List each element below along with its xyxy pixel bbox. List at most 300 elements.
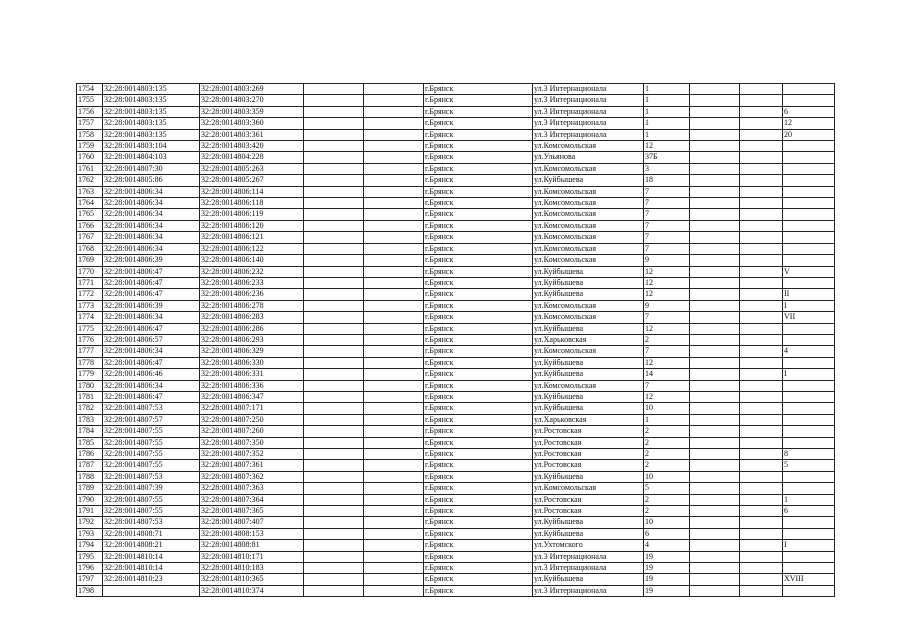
street-cell: ул.Комсомольская	[533, 255, 644, 266]
street-cell: ул.3 Интернационала	[533, 551, 644, 562]
city-cell: г.Брянск	[424, 551, 533, 562]
table-body	[77, 84, 835, 597]
row-number: 1779	[77, 369, 103, 380]
premises-number-cell	[783, 528, 835, 539]
city-cell: г.Брянск	[424, 563, 533, 574]
empty-cell-d	[740, 220, 783, 231]
city-cell: г.Брянск	[424, 152, 533, 163]
row-number: 1798	[77, 585, 103, 596]
empty-cell-d	[740, 574, 783, 585]
house-number-cell: 9	[644, 255, 690, 266]
cadastral-number: 32:28:0014806:121	[200, 232, 304, 243]
parent-cadastral-number: 32:28:0014806:34	[103, 346, 200, 357]
cadastral-number: 32:28:0014806:236	[200, 289, 304, 300]
parent-cadastral-number: 32:28:0014807:53	[103, 403, 200, 414]
row-number: 1787	[77, 460, 103, 471]
empty-cell-c	[690, 437, 740, 448]
table-row	[77, 163, 835, 174]
empty-cell-a	[304, 266, 364, 277]
empty-cell-b	[364, 141, 424, 152]
parent-cadastral-number: 32:28:0014806:46	[103, 369, 200, 380]
row-number: 1773	[77, 300, 103, 311]
row-number: 1792	[77, 517, 103, 528]
premises-number-cell	[783, 243, 835, 254]
row-number: 1790	[77, 494, 103, 505]
parent-cadastral-number: 32:28:0014806:47	[103, 357, 200, 368]
table-row	[77, 323, 835, 334]
empty-cell-d	[740, 255, 783, 266]
empty-cell-d	[740, 129, 783, 140]
row-number: 1755	[77, 95, 103, 106]
premises-number-cell	[783, 175, 835, 186]
city-cell: г.Брянск	[424, 403, 533, 414]
empty-cell-d	[740, 289, 783, 300]
street-cell: ул.3 Интернационала	[533, 106, 644, 117]
parent-cadastral-number: 32:28:0014803:135	[103, 118, 200, 129]
empty-cell-b	[364, 528, 424, 539]
empty-cell-c	[690, 323, 740, 334]
empty-cell-b	[364, 403, 424, 414]
empty-cell-a	[304, 129, 364, 140]
empty-cell-a	[304, 232, 364, 243]
empty-cell-c	[690, 585, 740, 596]
city-cell: г.Брянск	[424, 506, 533, 517]
parent-cadastral-number: 32:28:0014806:47	[103, 323, 200, 334]
empty-cell-d	[740, 585, 783, 596]
table-row	[77, 380, 835, 391]
city-cell: г.Брянск	[424, 300, 533, 311]
table-row	[77, 95, 835, 106]
empty-cell-d	[740, 380, 783, 391]
table-row	[77, 563, 835, 574]
empty-cell-d	[740, 186, 783, 197]
empty-cell-c	[690, 198, 740, 209]
empty-cell-a	[304, 141, 364, 152]
empty-cell-a	[304, 494, 364, 505]
empty-cell-a	[304, 289, 364, 300]
parent-cadastral-number: 32:28:0014806:39	[103, 300, 200, 311]
cadastral-number: 32:28:0014806:232	[200, 266, 304, 277]
empty-cell-b	[364, 437, 424, 448]
empty-cell-d	[740, 243, 783, 254]
cadastral-number: 32:28:0014807:260	[200, 426, 304, 437]
cadastral-number: 32:28:0014806:329	[200, 346, 304, 357]
empty-cell-c	[690, 255, 740, 266]
cadastral-number: 32:28:0014806:286	[200, 323, 304, 334]
cadastral-number: 32:28:0014808:81	[200, 540, 304, 551]
parent-cadastral-number: 32:28:0014807:55	[103, 494, 200, 505]
empty-cell-d	[740, 152, 783, 163]
parent-cadastral-number: 32:28:0014806:47	[103, 391, 200, 402]
empty-cell-c	[690, 528, 740, 539]
row-number: 1776	[77, 334, 103, 345]
house-number-cell: 2	[644, 506, 690, 517]
street-cell: ул.Ростовская	[533, 460, 644, 471]
empty-cell-b	[364, 391, 424, 402]
city-cell: г.Брянск	[424, 129, 533, 140]
empty-cell-d	[740, 369, 783, 380]
empty-cell-b	[364, 118, 424, 129]
empty-cell-c	[690, 129, 740, 140]
house-number-cell: 7	[644, 220, 690, 231]
row-number: 1774	[77, 312, 103, 323]
premises-number-cell	[783, 483, 835, 494]
street-cell: ул.Комсомольская	[533, 163, 644, 174]
empty-cell-d	[740, 414, 783, 425]
empty-cell-a	[304, 460, 364, 471]
table-row	[77, 540, 835, 551]
empty-cell-c	[690, 266, 740, 277]
row-number: 1794	[77, 540, 103, 551]
empty-cell-d	[740, 277, 783, 288]
empty-cell-b	[364, 163, 424, 174]
cadastral-number: 32:28:0014806:119	[200, 209, 304, 220]
row-number: 1793	[77, 528, 103, 539]
house-number-cell: 12	[644, 289, 690, 300]
empty-cell-a	[304, 369, 364, 380]
empty-cell-b	[364, 255, 424, 266]
premises-number-cell: 6	[783, 106, 835, 117]
parent-cadastral-number: 32:28:0014807:53	[103, 471, 200, 482]
empty-cell-b	[364, 232, 424, 243]
empty-cell-b	[364, 551, 424, 562]
empty-cell-c	[690, 391, 740, 402]
premises-number-cell: VII	[783, 312, 835, 323]
table-row	[77, 483, 835, 494]
empty-cell-a	[304, 175, 364, 186]
empty-cell-d	[740, 540, 783, 551]
empty-cell-a	[304, 528, 364, 539]
city-cell: г.Брянск	[424, 163, 533, 174]
table-row	[77, 289, 835, 300]
parent-cadastral-number	[103, 585, 200, 596]
city-cell: г.Брянск	[424, 106, 533, 117]
street-cell: ул.Ухтомского	[533, 540, 644, 551]
parent-cadastral-number: 32:28:0014808:21	[103, 540, 200, 551]
city-cell: г.Брянск	[424, 255, 533, 266]
street-cell: ул.Комсомольская	[533, 300, 644, 311]
empty-cell-d	[740, 517, 783, 528]
empty-cell-c	[690, 152, 740, 163]
house-number-cell: 2	[644, 494, 690, 505]
row-number: 1762	[77, 175, 103, 186]
empty-cell-c	[690, 471, 740, 482]
premises-number-cell: 20	[783, 129, 835, 140]
cadastral-number: 32:28:0014807:364	[200, 494, 304, 505]
parent-cadastral-number: 32:28:0014806:34	[103, 209, 200, 220]
cadastral-number: 32:28:0014803:361	[200, 129, 304, 140]
parent-cadastral-number: 32:28:0014806:47	[103, 277, 200, 288]
empty-cell-b	[364, 323, 424, 334]
table-row	[77, 209, 835, 220]
house-number-cell: 19	[644, 585, 690, 596]
cadastral-number: 32:28:0014803:269	[200, 84, 304, 95]
table-row	[77, 357, 835, 368]
empty-cell-d	[740, 563, 783, 574]
street-cell: ул.Комсомольская	[533, 346, 644, 357]
premises-number-cell	[783, 277, 835, 288]
premises-number-cell: II	[783, 289, 835, 300]
city-cell: г.Брянск	[424, 369, 533, 380]
empty-cell-a	[304, 585, 364, 596]
table-row	[77, 517, 835, 528]
table-row	[77, 84, 835, 95]
street-cell: ул.Ростовская	[533, 437, 644, 448]
street-cell: ул.Ростовская	[533, 449, 644, 460]
parent-cadastral-number: 32:28:0014807:39	[103, 483, 200, 494]
row-number: 1786	[77, 449, 103, 460]
house-number-cell: 2	[644, 334, 690, 345]
parent-cadastral-number: 32:28:0014806:34	[103, 380, 200, 391]
row-number: 1764	[77, 198, 103, 209]
empty-cell-c	[690, 346, 740, 357]
empty-cell-b	[364, 266, 424, 277]
cadastral-table	[76, 83, 835, 597]
empty-cell-b	[364, 300, 424, 311]
street-cell: ул.Ростовская	[533, 426, 644, 437]
empty-cell-a	[304, 163, 364, 174]
empty-cell-b	[364, 198, 424, 209]
city-cell: г.Брянск	[424, 585, 533, 596]
empty-cell-d	[740, 528, 783, 539]
empty-cell-a	[304, 186, 364, 197]
premises-number-cell: 4	[783, 346, 835, 357]
row-number: 1777	[77, 346, 103, 357]
premises-number-cell: 12	[783, 118, 835, 129]
empty-cell-d	[740, 334, 783, 345]
table-row	[77, 232, 835, 243]
empty-cell-d	[740, 118, 783, 129]
street-cell: ул.Куйбышева	[533, 175, 644, 186]
empty-cell-a	[304, 243, 364, 254]
city-cell: г.Брянск	[424, 426, 533, 437]
row-number: 1770	[77, 266, 103, 277]
empty-cell-c	[690, 84, 740, 95]
street-cell: ул.3 Интернационала	[533, 95, 644, 106]
street-cell: ул.3 Интернационала	[533, 129, 644, 140]
house-number-cell: 19	[644, 574, 690, 585]
street-cell: ул.Комсомольская	[533, 198, 644, 209]
empty-cell-d	[740, 506, 783, 517]
table-row	[77, 494, 835, 505]
city-cell: г.Брянск	[424, 277, 533, 288]
parent-cadastral-number: 32:28:0014805:86	[103, 175, 200, 186]
table-row	[77, 198, 835, 209]
empty-cell-c	[690, 414, 740, 425]
street-cell: ул.Комсомольская	[533, 312, 644, 323]
table-row	[77, 471, 835, 482]
row-number: 1775	[77, 323, 103, 334]
street-cell: ул.Куйбышева	[533, 266, 644, 277]
city-cell: г.Брянск	[424, 391, 533, 402]
empty-cell-a	[304, 517, 364, 528]
empty-cell-b	[364, 506, 424, 517]
house-number-cell: 10	[644, 471, 690, 482]
cadastral-number: 32:28:0014807:362	[200, 471, 304, 482]
parent-cadastral-number: 32:28:0014803:135	[103, 84, 200, 95]
cadastral-number: 32:28:0014803:420	[200, 141, 304, 152]
cadastral-number: 32:28:0014806:331	[200, 369, 304, 380]
empty-cell-a	[304, 84, 364, 95]
premises-number-cell	[783, 585, 835, 596]
empty-cell-c	[690, 232, 740, 243]
parent-cadastral-number: 32:28:0014807:55	[103, 437, 200, 448]
street-cell: ул.Куйбышева	[533, 403, 644, 414]
cadastral-number: 32:28:0014806:140	[200, 255, 304, 266]
city-cell: г.Брянск	[424, 175, 533, 186]
table-row	[77, 346, 835, 357]
row-number: 1797	[77, 574, 103, 585]
street-cell: ул.Куйбышева	[533, 369, 644, 380]
row-number: 1759	[77, 141, 103, 152]
parent-cadastral-number: 32:28:0014807:53	[103, 517, 200, 528]
empty-cell-b	[364, 414, 424, 425]
parent-cadastral-number: 32:28:0014807:57	[103, 414, 200, 425]
city-cell: г.Брянск	[424, 540, 533, 551]
street-cell: ул.Куйбышева	[533, 357, 644, 368]
cadastral-number: 32:28:0014806:122	[200, 243, 304, 254]
empty-cell-a	[304, 95, 364, 106]
premises-number-cell	[783, 209, 835, 220]
empty-cell-d	[740, 209, 783, 220]
city-cell: г.Брянск	[424, 95, 533, 106]
parent-cadastral-number: 32:28:0014806:34	[103, 312, 200, 323]
street-cell: ул.Харьковская	[533, 334, 644, 345]
city-cell: г.Брянск	[424, 209, 533, 220]
empty-cell-c	[690, 563, 740, 574]
table-row	[77, 574, 835, 585]
city-cell: г.Брянск	[424, 357, 533, 368]
empty-cell-b	[364, 346, 424, 357]
cadastral-number: 32:28:0014807:365	[200, 506, 304, 517]
city-cell: г.Брянск	[424, 471, 533, 482]
parent-cadastral-number: 32:28:0014810:14	[103, 551, 200, 562]
house-number-cell: 14	[644, 369, 690, 380]
premises-number-cell	[783, 186, 835, 197]
street-cell: ул.Комсомольская	[533, 220, 644, 231]
city-cell: г.Брянск	[424, 346, 533, 357]
cadastral-number: 32:28:0014806:233	[200, 277, 304, 288]
premises-number-cell	[783, 517, 835, 528]
street-cell: ул.Комсомольская	[533, 380, 644, 391]
empty-cell-b	[364, 84, 424, 95]
premises-number-cell	[783, 255, 835, 266]
city-cell: г.Брянск	[424, 198, 533, 209]
table-row	[77, 300, 835, 311]
house-number-cell: 1	[644, 106, 690, 117]
empty-cell-b	[364, 357, 424, 368]
table-row	[77, 414, 835, 425]
table-row	[77, 186, 835, 197]
empty-cell-b	[364, 334, 424, 345]
street-cell: ул.Комсомольская	[533, 483, 644, 494]
house-number-cell: 12	[644, 141, 690, 152]
empty-cell-b	[364, 312, 424, 323]
parent-cadastral-number: 32:28:0014806:34	[103, 186, 200, 197]
empty-cell-c	[690, 551, 740, 562]
city-cell: г.Брянск	[424, 186, 533, 197]
house-number-cell: 12	[644, 323, 690, 334]
table-row	[77, 437, 835, 448]
row-number: 1754	[77, 84, 103, 95]
house-number-cell: 3	[644, 163, 690, 174]
street-cell: ул.Ростовская	[533, 506, 644, 517]
row-number: 1772	[77, 289, 103, 300]
table-row	[77, 141, 835, 152]
row-number: 1788	[77, 471, 103, 482]
empty-cell-b	[364, 494, 424, 505]
city-cell: г.Брянск	[424, 517, 533, 528]
parent-cadastral-number: 32:28:0014806:34	[103, 243, 200, 254]
city-cell: г.Брянск	[424, 414, 533, 425]
premises-number-cell: I	[783, 300, 835, 311]
table-row	[77, 369, 835, 380]
premises-number-cell: I	[783, 540, 835, 551]
empty-cell-b	[364, 449, 424, 460]
empty-cell-c	[690, 163, 740, 174]
city-cell: г.Брянск	[424, 460, 533, 471]
empty-cell-b	[364, 460, 424, 471]
table-row	[77, 266, 835, 277]
city-cell: г.Брянск	[424, 323, 533, 334]
empty-cell-d	[740, 323, 783, 334]
house-number-cell: 6	[644, 528, 690, 539]
empty-cell-b	[364, 483, 424, 494]
empty-cell-a	[304, 380, 364, 391]
empty-cell-d	[740, 346, 783, 357]
empty-cell-c	[690, 460, 740, 471]
street-cell: ул.Куйбышева	[533, 574, 644, 585]
empty-cell-d	[740, 471, 783, 482]
house-number-cell: 4	[644, 540, 690, 551]
empty-cell-d	[740, 449, 783, 460]
parent-cadastral-number: 32:28:0014806:34	[103, 198, 200, 209]
empty-cell-d	[740, 232, 783, 243]
cadastral-number: 32:28:0014806:336	[200, 380, 304, 391]
city-cell: г.Брянск	[424, 266, 533, 277]
empty-cell-c	[690, 540, 740, 551]
empty-cell-a	[304, 255, 364, 266]
empty-cell-a	[304, 471, 364, 482]
cadastral-number: 32:28:0014807:361	[200, 460, 304, 471]
parent-cadastral-number: 32:28:0014806:47	[103, 266, 200, 277]
premises-number-cell	[783, 551, 835, 562]
house-number-cell: 5	[644, 483, 690, 494]
table-row	[77, 175, 835, 186]
city-cell: г.Брянск	[424, 141, 533, 152]
parent-cadastral-number: 32:28:0014803:104	[103, 141, 200, 152]
table-row	[77, 152, 835, 163]
house-number-cell: 7	[644, 380, 690, 391]
premises-number-cell	[783, 198, 835, 209]
cadastral-number: 32:28:0014805:267	[200, 175, 304, 186]
cadastral-number: 32:28:0014803:359	[200, 106, 304, 117]
table-row	[77, 129, 835, 140]
empty-cell-b	[364, 152, 424, 163]
table-row	[77, 585, 835, 596]
empty-cell-a	[304, 209, 364, 220]
empty-cell-b	[364, 129, 424, 140]
empty-cell-d	[740, 106, 783, 117]
row-number: 1795	[77, 551, 103, 562]
premises-number-cell: V	[783, 266, 835, 277]
city-cell: г.Брянск	[424, 312, 533, 323]
empty-cell-c	[690, 334, 740, 345]
city-cell: г.Брянск	[424, 528, 533, 539]
cadastral-number: 32:28:0014807:363	[200, 483, 304, 494]
row-number: 1785	[77, 437, 103, 448]
street-cell: ул.Куйбышева	[533, 323, 644, 334]
